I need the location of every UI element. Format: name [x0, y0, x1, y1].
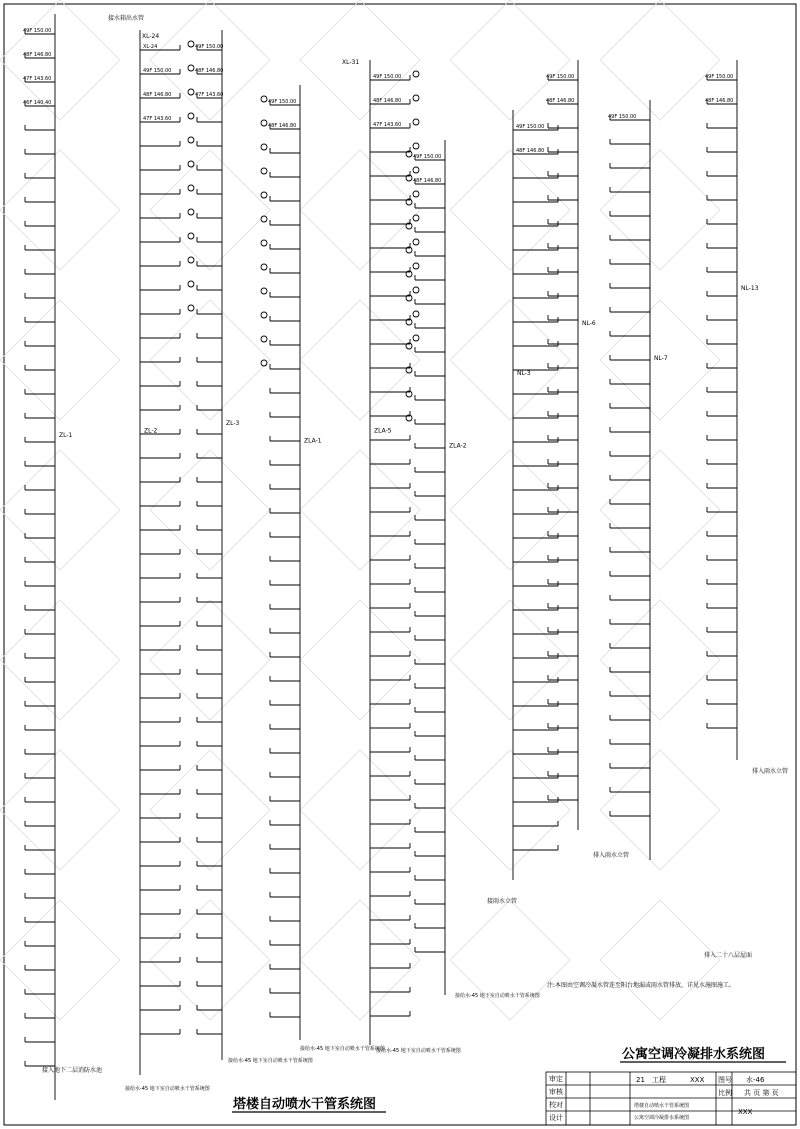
- tb-drawing-no-label: 图号: [718, 1076, 732, 1084]
- c2-top-label: 接水箱出水管: [108, 15, 145, 22]
- floor-elevation-label: 49F 150.00: [268, 99, 297, 105]
- floor-elevation-label: 47F 143.60: [23, 76, 52, 82]
- riser-name-label: ZLA-1: [304, 437, 322, 445]
- c9-bottom-label: 排入雨水立管: [752, 768, 789, 775]
- tb-project-name: XXX: [690, 1076, 705, 1084]
- floor-elevation-label: XL-24: [143, 44, 158, 50]
- floor-elevation-label: 49F 150.00: [608, 114, 637, 120]
- tb-date: XXX: [738, 1108, 753, 1116]
- riser-name-label: ZL-1: [59, 432, 73, 439]
- floor-elevation-label: 48F 146.80: [23, 52, 52, 58]
- c5-bottom-label: 接给水-45 地下室自动喷水干管系统图: [376, 1048, 461, 1054]
- tb-row-2: 审核: [549, 1088, 563, 1096]
- tb-sheet: 共 页 第 页: [744, 1089, 779, 1097]
- floor-elevation-label: 46F 140.40: [23, 100, 52, 106]
- c4-bottom-label: 接给水-45 地下室自动喷水干管系统图: [300, 1046, 385, 1052]
- floor-elevation-label: 48F 146.80: [268, 123, 297, 129]
- floor-elevation-label: 49F 150.00: [143, 68, 172, 74]
- c7-bottom-label: 接雨水立管: [487, 898, 518, 905]
- tb-project-no: 21: [636, 1076, 645, 1084]
- tb-row-1: 审定: [549, 1075, 563, 1083]
- riser-name-label: NL-7: [654, 355, 668, 362]
- tb-row-3: 校对: [549, 1101, 563, 1109]
- c6-bottom-label: 接给水-45 地下室自动喷水干管系统图: [455, 993, 540, 999]
- floor-elevation-label: 48F 146.80: [705, 98, 734, 104]
- floor-elevation-label: 49F 150.00: [23, 28, 52, 34]
- title-right: 公寓空调冷凝排水系统图: [622, 1047, 766, 1062]
- riser-name-label: NL-13: [741, 285, 759, 292]
- floor-elevation-label: 49F 150.00: [373, 74, 402, 80]
- floor-elevation-label: 47F 143.60: [195, 92, 224, 98]
- riser-name-label: ZLA-5: [374, 427, 392, 435]
- floor-elevation-label: 48F 146.80: [195, 68, 224, 74]
- riser-name-label: ZLA-2: [449, 442, 467, 450]
- c2-bottom-label: 接给水-45 地下室自动喷水干管系统图: [125, 1086, 210, 1092]
- tb-drawing-title-1: 塔楼自动喷水干管系统图: [634, 1103, 690, 1109]
- c3-bottom-label: 接给水-45 地下室自动喷水干管系统图: [228, 1058, 313, 1064]
- c8-bottom-label: 排入雨水立管: [593, 852, 630, 859]
- riser-name-label: NL-3: [517, 370, 531, 377]
- floor-elevation-label: 48F 146.80: [143, 92, 172, 98]
- floor-elevation-label: 47F 143.60: [143, 116, 172, 122]
- floor-elevation-label: 48F 146.80: [546, 98, 575, 104]
- riser-name-label: NL-6: [582, 320, 596, 327]
- tb-sheet-label: 比例: [718, 1089, 732, 1097]
- riser-name-label: ZL-2: [144, 427, 158, 435]
- riser-name-label: ZL-3: [226, 420, 240, 427]
- floor-elevation-label: 49F 150.00: [195, 44, 224, 50]
- drawing-note: 注:本图由空调冷凝水管连至阳台地漏或雨水管排放，详见水施图施工。: [547, 982, 736, 989]
- floor-elevation-label: 48F 146.80: [413, 178, 442, 184]
- floor-elevation-label: 49F 150.00: [705, 74, 734, 80]
- title-left: 塔楼自动喷水干管系统图: [233, 1097, 377, 1112]
- c1-bottom-label: 接入地下二层消防水池: [42, 1067, 103, 1074]
- floor-elevation-label: 48F 146.80: [516, 148, 545, 154]
- tb-drawing-no: 水-46: [746, 1076, 765, 1084]
- c10-bottom-label: 排入二十八层屋面: [704, 952, 753, 959]
- tb-row-4: 设计: [549, 1114, 563, 1122]
- floor-elevation-label: 49F 150.00: [413, 154, 442, 160]
- c5-top-label: XL-31: [342, 59, 360, 66]
- floor-elevation-label: 48F 146.80: [373, 98, 402, 104]
- tb-drawing-title-2: 公寓空调冷凝排水系统图: [634, 1115, 690, 1121]
- c2-riser-name: XL-24: [142, 33, 160, 40]
- floor-elevation-label: 49F 150.00: [516, 124, 545, 130]
- floor-elevation-label: 49F 150.00: [546, 74, 575, 80]
- floor-elevation-label: 47F 143.60: [373, 122, 402, 128]
- tb-project-no-label: 工程: [652, 1076, 666, 1084]
